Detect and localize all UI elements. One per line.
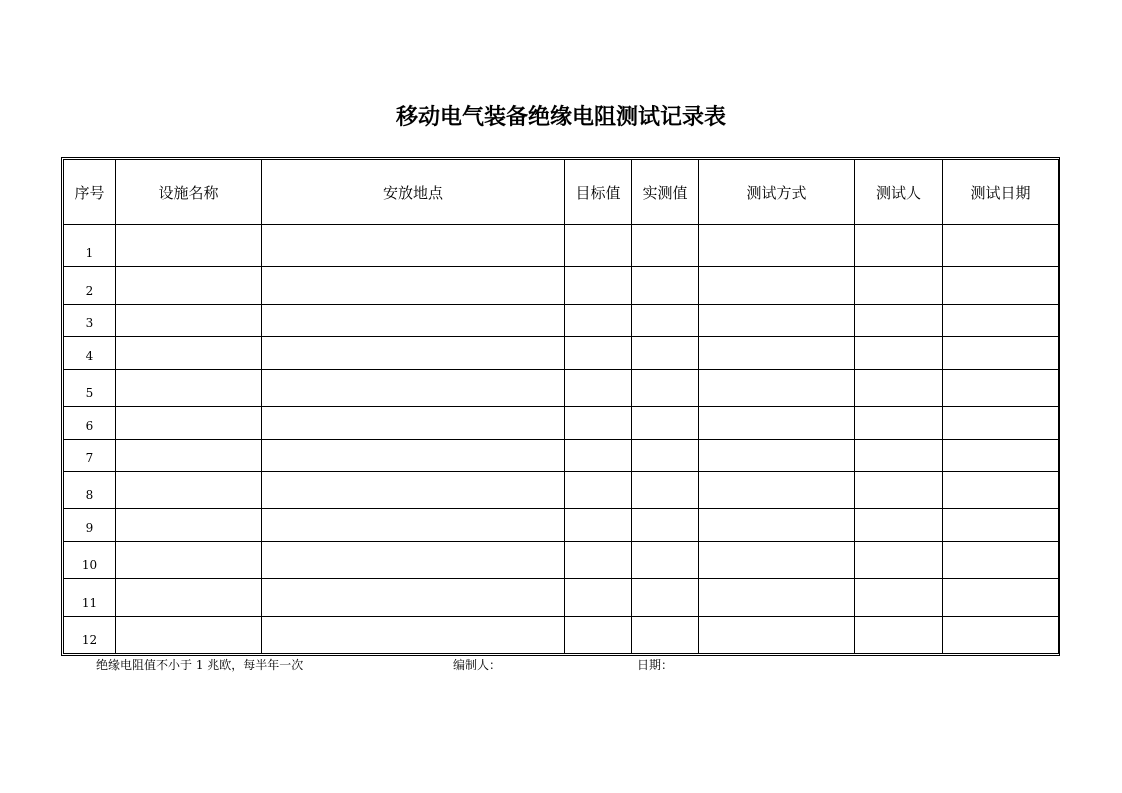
cell-location: [262, 267, 565, 305]
cell-test-date: [943, 305, 1059, 337]
cell-location: [262, 440, 565, 472]
cell-location: [262, 337, 565, 370]
cell-location: [262, 225, 565, 267]
cell-test-method: [699, 617, 855, 654]
cell-equipment-name: [116, 370, 262, 407]
cell-equipment-name: [116, 407, 262, 440]
table-row: [64, 337, 1059, 370]
table-row: [64, 579, 1059, 617]
cell-location: [262, 370, 565, 407]
table-row: [64, 407, 1059, 440]
record-table-frame: [61, 157, 1060, 656]
cell-test-date: [943, 579, 1059, 617]
cell-target-value: [565, 267, 632, 305]
cell-target-value: [565, 407, 632, 440]
row-number-cell: 9: [64, 509, 116, 542]
cell-test-method: [699, 509, 855, 542]
cell-test-method: [699, 267, 855, 305]
cell-location: [262, 509, 565, 542]
cell-measured-value: [632, 225, 699, 267]
cell-equipment-name: [116, 509, 262, 542]
cell-tester: [855, 440, 943, 472]
header-cell-test-date: 测试日期: [943, 160, 1059, 225]
cell-tester: [855, 472, 943, 509]
cell-test-method: [699, 337, 855, 370]
cell-measured-value: [632, 579, 699, 617]
cell-tester: [855, 407, 943, 440]
cell-test-method: [699, 305, 855, 337]
table-body: [64, 225, 1059, 654]
page-title: 移动电气装备绝缘电阻测试记录表: [395, 105, 726, 130]
cell-measured-value: [632, 305, 699, 337]
cell-equipment-name: [116, 337, 262, 370]
table-row: [64, 440, 1059, 472]
cell-equipment-name: [116, 440, 262, 472]
cell-test-date: [943, 337, 1059, 370]
cell-equipment-name: [116, 267, 262, 305]
cell-tester: [855, 305, 943, 337]
header-row: [64, 160, 1059, 225]
cell-equipment-name: [116, 542, 262, 579]
cell-target-value: [565, 542, 632, 579]
cell-target-value: [565, 617, 632, 654]
cell-target-value: [565, 370, 632, 407]
header-cell-equipment-name: 设施名称: [116, 160, 262, 225]
cell-test-date: [943, 225, 1059, 267]
cell-tester: [855, 267, 943, 305]
cell-test-method: [699, 440, 855, 472]
row-number-cell: 12: [64, 617, 116, 654]
row-number-cell: 3: [64, 305, 116, 337]
cell-measured-value: [632, 617, 699, 654]
header-cell-target-value: 目标值: [565, 160, 632, 225]
cell-test-method: [699, 370, 855, 407]
table-row: [64, 370, 1059, 407]
cell-test-date: [943, 509, 1059, 542]
cell-test-date: [943, 370, 1059, 407]
cell-location: [262, 542, 565, 579]
table-row: [64, 225, 1059, 267]
cell-equipment-name: [116, 617, 262, 654]
cell-tester: [855, 337, 943, 370]
row-number-cell: 11: [64, 579, 116, 617]
cell-target-value: [565, 305, 632, 337]
cell-test-method: [699, 472, 855, 509]
cell-target-value: [565, 225, 632, 267]
cell-location: [262, 472, 565, 509]
cell-tester: [855, 225, 943, 267]
cell-target-value: [565, 337, 632, 370]
row-number-cell: 6: [64, 407, 116, 440]
header-cell-measured-value: 实测值: [632, 160, 699, 225]
cell-test-date: [943, 407, 1059, 440]
cell-location: [262, 617, 565, 654]
cell-test-method: [699, 225, 855, 267]
header-cell-tester: 测试人: [855, 160, 943, 225]
header-cell-index: 序号: [64, 160, 116, 225]
cell-equipment-name: [116, 472, 262, 509]
cell-measured-value: [632, 472, 699, 509]
footer-date-label: 日期：: [637, 658, 674, 672]
record-table: [63, 159, 1059, 654]
header-cell-location: 安放地点: [262, 160, 565, 225]
cell-measured-value: [632, 267, 699, 305]
table-row: [64, 509, 1059, 542]
cell-target-value: [565, 579, 632, 617]
cell-test-method: [699, 542, 855, 579]
header-cell-test-method: 测试方式: [699, 160, 855, 225]
cell-location: [262, 579, 565, 617]
cell-test-date: [943, 542, 1059, 579]
cell-test-method: [699, 579, 855, 617]
cell-measured-value: [632, 440, 699, 472]
table-row: [64, 617, 1059, 654]
row-number-cell: 7: [64, 440, 116, 472]
table-row: [64, 472, 1059, 509]
row-number-cell: 5: [64, 370, 116, 407]
cell-tester: [855, 542, 943, 579]
cell-measured-value: [632, 509, 699, 542]
cell-tester: [855, 509, 943, 542]
row-number-cell: 2: [64, 267, 116, 305]
cell-equipment-name: [116, 225, 262, 267]
cell-target-value: [565, 509, 632, 542]
cell-target-value: [565, 440, 632, 472]
cell-tester: [855, 370, 943, 407]
cell-measured-value: [632, 337, 699, 370]
footer-note: 绝缘电阻值不小于 1 兆欧，每半年一次: [96, 658, 304, 672]
footer-compiler-label: 编制人：: [453, 658, 502, 672]
table-row: [64, 267, 1059, 305]
cell-test-date: [943, 617, 1059, 654]
cell-location: [262, 407, 565, 440]
cell-tester: [855, 579, 943, 617]
cell-measured-value: [632, 542, 699, 579]
cell-equipment-name: [116, 305, 262, 337]
cell-test-date: [943, 472, 1059, 509]
cell-test-date: [943, 267, 1059, 305]
cell-target-value: [565, 472, 632, 509]
row-number-cell: 1: [64, 225, 116, 267]
cell-equipment-name: [116, 579, 262, 617]
row-number-cell: 8: [64, 472, 116, 509]
table-row: [64, 542, 1059, 579]
table-row: [64, 305, 1059, 337]
cell-test-method: [699, 407, 855, 440]
cell-test-date: [943, 440, 1059, 472]
row-number-cell: 4: [64, 337, 116, 370]
cell-measured-value: [632, 407, 699, 440]
cell-location: [262, 305, 565, 337]
row-number-cell: 10: [64, 542, 116, 579]
cell-measured-value: [632, 370, 699, 407]
cell-tester: [855, 617, 943, 654]
